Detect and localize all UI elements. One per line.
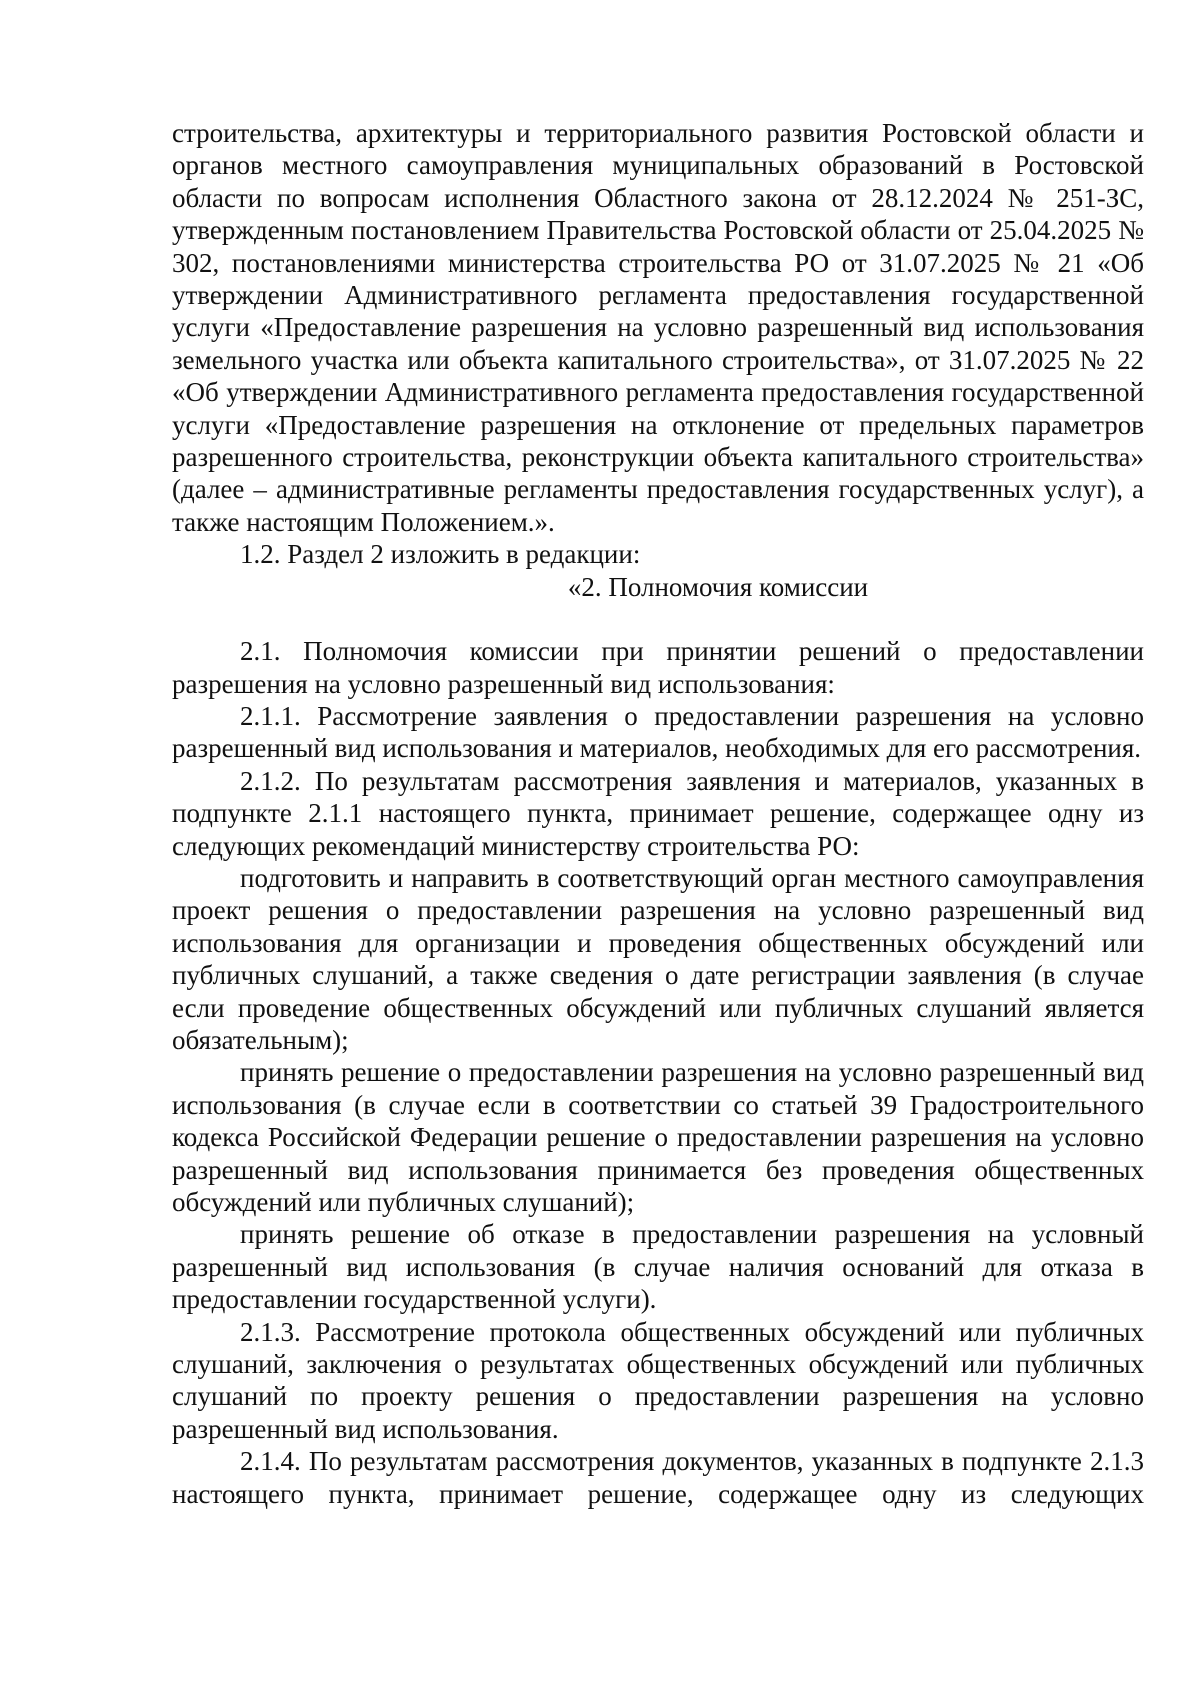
paragraph-option-grant: принять решение о предоставлении разрешения на условно разрешенный вид использования (в случае если в соответствии со статьей 39 Градостроительного кодекса Российской Федерации решение о предоставлении разрешения на условно разрешенный вид использования принимается без проведения общественных обсуждений или публичных слушаний);: [172, 1057, 1144, 1217]
paragraph-option-refuse: принять решение об отказе в предоставлении разрешения на условный разрешенный вид использования (в случае наличия оснований для отказа в предоставлении государственной услуги).: [172, 1219, 1144, 1315]
paragraph-2-1-4: 2.1.4. По результатам рассмотрения документов, указанных в подпункте 2.1.3 настоящего пункта, принимает решение, содержащее одну из следующих: [172, 1446, 1144, 1509]
paragraph-2-1-3: 2.1.3. Рассмотрение протокола общественных обсуждений или публичных слушаний, заключения о результатах общественных обсуждений или публичных слушаний по проекту решения о предоставлении разрешения на условно разрешенный вид использования.: [172, 1316, 1144, 1444]
paragraph-1-2: 1.2. Раздел 2 изложить в редакции:: [240, 539, 641, 570]
section-heading: «2. Полномочия комиссии: [567, 571, 869, 602]
paragraph-2-1-2: 2.1.2. По результатам рассмотрения заявления и материалов, указанных в подпункте 2.1.1 настоящего пункта, принимает решение, содержащее одну из следующих рекомендаций министерству строительства РО:: [172, 765, 1144, 861]
paragraph-2-1: 2.1. Полномочия комиссии при принятии решений о предоставлении разрешения на условно разрешенный вид использования:: [172, 636, 1144, 699]
paragraph-option-prepare: подготовить и направить в соответствующий орган местного самоуправления проект решения о предоставлении разрешения на условно разрешенный вид использования для организации и проведения общественных обсуждений или публичных слушаний, а также сведения о дате регистрации заявления (в случае если проведение общественных обсуждений или публичных слушаний является обязательным);: [172, 862, 1144, 1055]
paragraph-2-1-1: 2.1.1. Рассмотрение заявления о предоставлении разрешения на условно разрешенный вид использования и материалов, необходимых для его рассмотрения.: [172, 700, 1144, 764]
paragraph-continuation: строительства, архитектуры и территориального развития Ростовской области и органов местного самоуправления муниципальных образований в Ростовской области по вопросам исполнения Областного закона от 28.12.2024 № 251-ЗС, утвержденным постановлением Правительства Ростовской области от 25.04.2025 № 302, постановлениями министерства строительства РО от 31.07.2025 № 21 «Об утверждении Административного регламента предоставления государственной услуги «Предоставление разрешения на условно разрешенный вид использования земельного участка или объекта капитального строительства», от 31.07.2025 № 22 «Об утверждении Административного регламента предоставления государственной услуги «Предоставление разрешения на отклонение от предельных параметров разрешенного строительства, реконструкции объекта капитального строительства» (далее – административные регламенты предоставления государственных услуг), а также настоящим Положением.».: [172, 118, 1144, 537]
document-body: [172, 117, 1144, 1510]
